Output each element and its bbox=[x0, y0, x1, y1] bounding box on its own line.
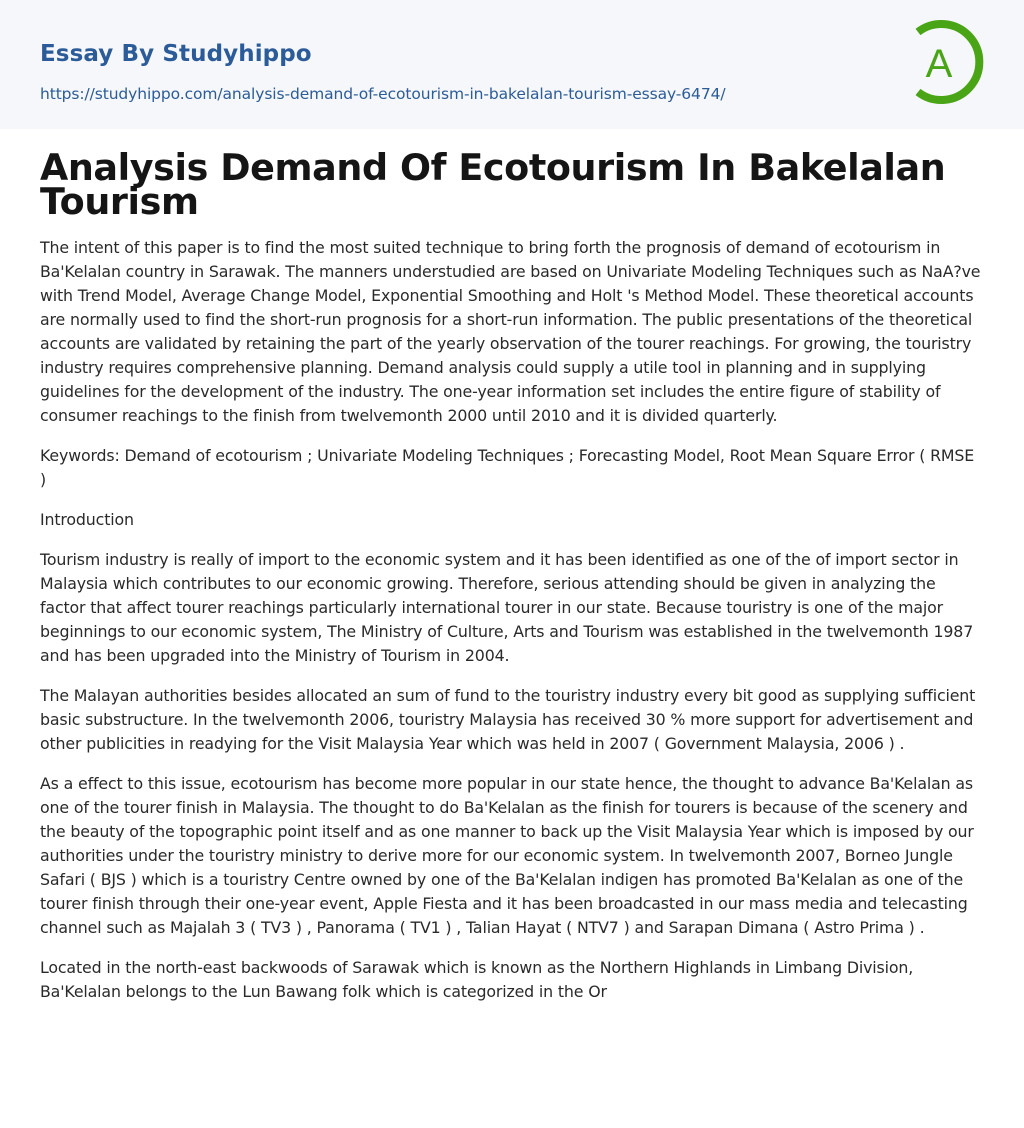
brand-title: Essay By Studyhippo bbox=[40, 41, 312, 67]
essay-url-link[interactable]: https://studyhippo.com/analysis-demand-of-ecotourism-in-bakelalan-tourism-essay-6474/ bbox=[40, 85, 726, 103]
site-header bbox=[0, 0, 1024, 129]
body-paragraph: The Malayan authorities besides allocated an sum of fund to the touristry industry every bit good as supplying sufficient basic substructure. In the twelvemonth 2006, touristry Malaysia has received 30 % more support for advertisement and other publicities in readying for the Visit Malaysia Year which was held in 2007 ( Government Malaysia, 2006 ) . bbox=[40, 686, 976, 753]
logo-arc-icon bbox=[908, 18, 988, 106]
studyhippo-logo-icon[interactable] bbox=[908, 18, 988, 106]
body-paragraph: Tourism industry is really of import to the economic system and it has been identified as one of the of import sector in Malaysia which contributes to our economic growing. Therefore, serious attending should be given in analyzing the factor that affect tourer reachings particularly international tourer in our state. Because touristry is one of the major beginnings to our economic system, The Ministry of Culture, Arts and Tourism was established in the twelvemonth 1987 and has been upgraded into the Ministry of Tourism in 2004. bbox=[40, 550, 974, 665]
article bbox=[0, 129, 1024, 1004]
keywords-paragraph: Keywords: Demand of ecotourism ; Univariate Modeling Techniques ; Forecasting Model, Root Mean Square Error ( RMSE ) bbox=[40, 446, 975, 489]
abstract-paragraph: The intent of this paper is to find the most suited technique to bring forth the prognosis of demand of ecotourism in Ba'Kelalan country in Sarawak. The manners understudied are based on Univariate Modeling Techniques such as NaA?ve with Trend Model, Average Change Model, Exponential Smoothing and Holt 's Method Model. These theoretical accounts are normally used to find the short-run prognosis for a short-run information. The public presentations of the theoretical accounts are validated by retaining the part of the yearly observation of the tourer reachings. For growing, the touristry industry requires comprehensive planning. Demand analysis could supply a utile tool in planning and in supplying guidelines for the development of the industry. The one-year information set includes the entire figure of stability of consumer reachings to the finish from twelvemonth 2000 until 2010 and it is divided quarterly. bbox=[40, 238, 981, 425]
page-title: Analysis Demand Of Ecotourism In Bakelalan Tourism bbox=[40, 146, 946, 223]
introduction-heading: Introduction bbox=[40, 510, 134, 529]
logo-letter: A bbox=[925, 42, 953, 86]
body-paragraph: As a effect to this issue, ecotourism has become more popular in our state hence, the thought to advance Ba'Kelalan as one of the tourer finish in Malaysia. The thought to do Ba'Kelalan as the finish for tourers is because of the scenery and the beauty of the topographic point itself and as one manner to back up the Visit Malaysia Year which is imposed by our authorities under the touristry ministry to derive more for our economic system. In twelvemonth 2007, Borneo Jungle Safari ( BJS ) which is a touristry Centre owned by one of the Ba'Kelalan indigen has promoted Ba'Kelalan as one of the tourer finish through their one-year event, Apple Fiesta and it has been broadcasted in our mass media and telecasting channel such as Majalah 3 ( TV3 ) , Panorama ( TV1 ) , Talian Hayat ( NTV7 ) and Sarapan Dimana ( Astro Prima ) . bbox=[40, 774, 974, 937]
body-paragraph: Located in the north-east backwoods of Sarawak which is known as the Northern Highlands in Limbang Division, Ba'Kelalan belongs to the Lun Bawang folk which is categorized in the Or bbox=[40, 958, 914, 1001]
